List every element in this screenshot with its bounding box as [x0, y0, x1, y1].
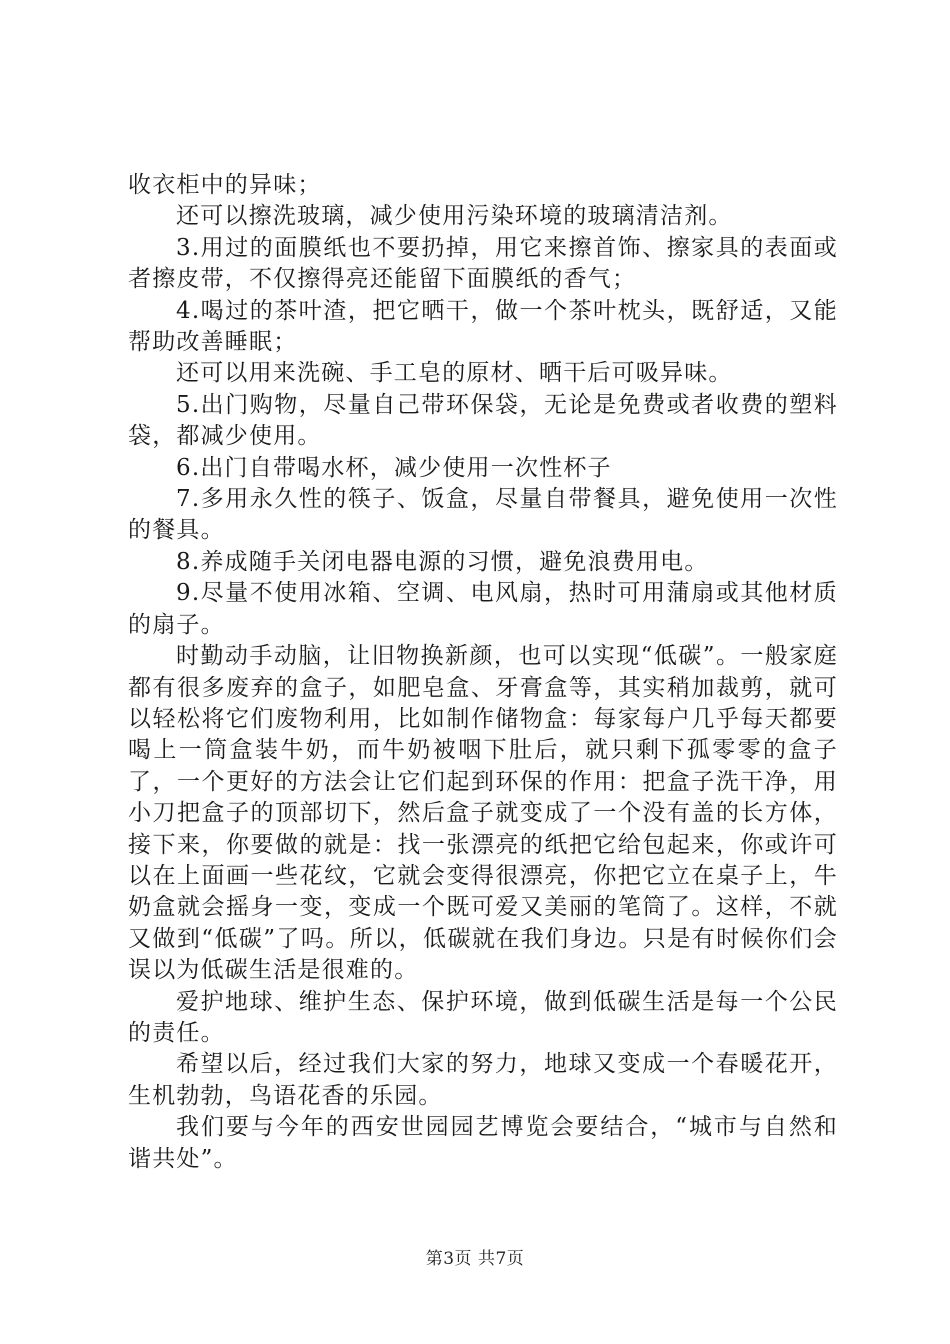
paragraph: 5.出门购物，尽量自己带环保袋，无论是免费或者收费的塑料袋，都减少使用。 — [128, 391, 838, 450]
paragraph: 8.养成随手关闭电器电源的习惯，避免浪费用电。 — [176, 548, 709, 575]
page-footer — [0, 1244, 950, 1269]
page-number-label: 第3页 共7页 — [425, 1249, 525, 1269]
paragraph: 7.多用永久性的筷子、饭盒，尽量自带餐具，避免使用一次性的餐具。 — [128, 486, 838, 544]
paragraph: 爱护地球、维护生态、保护环境，做到低碳生活是每一个公民的责任。 — [128, 988, 838, 1046]
paragraph: 6.出门自带喝水杯，减少使用一次性杯子 — [176, 454, 612, 481]
paragraph: 还可以用来洗碗、手工皂的原材、晒干后可吸异味。 — [176, 360, 733, 387]
paragraph: 我们要与今年的西安世园园艺博览会要结合，“城市与自然和谐共处”。 — [128, 1114, 838, 1172]
paragraph: 时勤动手动脑，让旧物换新颜，也可以实现“低碳”。一般家庭都有很多废弃的盒子，如肥皂盒、牙膏盒等，其实稍加裁剪，就可以轻松将它们废物利用，比如制作储物盒：每家每户几乎每天都要喝上一筒盒装牛奶，而牛奶被咽下肚后，就只剩下孤零零的盒子了，一个更好的方法会让它们起到环保的作用：把盒子洗干净，用小刀把盒子的顶部切下，然后盒子就变成了一个没有盖的长方体，接下来，你要做的就是：找一张漂亮的纸把它给包起来，你或许可以在上面画一些花纹，它就会变得很漂亮，你把它立在桌子上，牛奶盒就会摇身一变，变成一个既可爱又美丽的笔筒了。这样，不就又做到“低碳”了吗。所以，低碳就在我们身边。只是有时候你们会误以为低碳生活是很难的。 — [128, 643, 838, 984]
paragraph: 4.喝过的茶叶渣，把它晒干，做一个茶叶枕头，既舒适，又能帮助改善睡眠； — [128, 297, 838, 356]
paragraph: 3.用过的面膜纸也不要扔掉，用它来擦首饰、擦家具的表面或者擦皮带，不仅擦得亮还能留下面膜纸的香气； — [128, 234, 838, 293]
document-body — [128, 170, 838, 1175]
paragraph: 还可以擦洗玻璃，减少使用污染环境的玻璃清洁剂。 — [176, 203, 733, 230]
paragraph: 希望以后，经过我们大家的努力，地球又变成一个春暖花开，生机勃勃，鸟语花香的乐园。 — [128, 1051, 838, 1109]
paragraph: 9.尽量不使用冰箱、空调、电风扇，热时可用蒲扇或其他材质的扇子。 — [128, 580, 838, 638]
paragraph: 收衣柜中的异味； — [128, 172, 322, 198]
